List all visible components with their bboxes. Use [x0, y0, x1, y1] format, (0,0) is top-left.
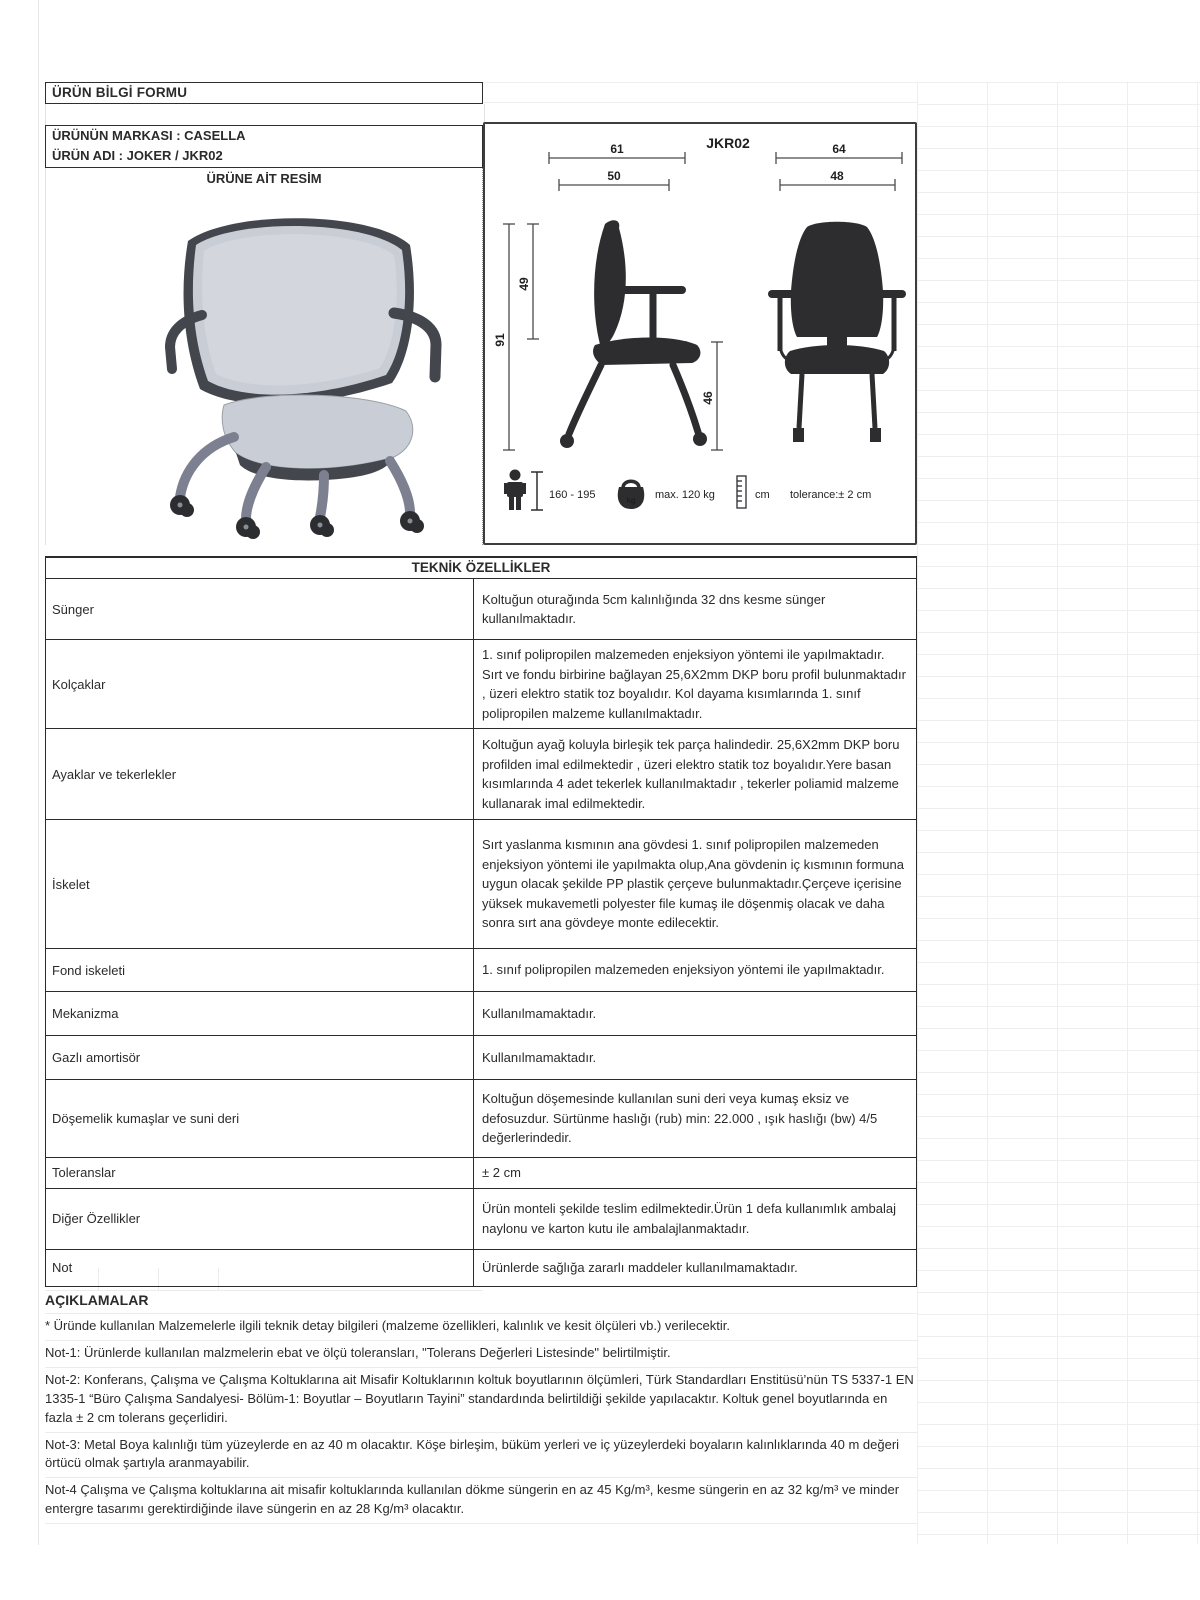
- spec-label: Kolçaklar: [46, 640, 474, 728]
- kg-glyph: kg: [626, 496, 636, 505]
- notes-header: AÇIKLAMALAR: [45, 1288, 917, 1314]
- spec-label: Döşemelik kumaşlar ve suni deri: [46, 1080, 474, 1157]
- technical-drawing-box: [483, 122, 917, 545]
- table-row: [46, 729, 916, 820]
- spec-value: Ürün monteli şekilde teslim edilmektedir.Ürün 1 defa kullanımlık ambalaj naylonu ve karton kutu ile ambalajlanmaktadır.: [482, 1201, 897, 1236]
- spec-value: Koltuğun ayağ koluyla birleşik tek parça halindedir. 25,6X2mm DKP boru profilden imal edilmektedir , üzeri elektro statik toz boyalıdır.Yere basan kısımlarında 4 adet tekerlek kullanılmaktadır , tekerler poliamid malzeme kullanarak imal edilmektedir.: [482, 737, 900, 811]
- casters: [170, 495, 424, 539]
- spec-value: ± 2 cm: [482, 1165, 521, 1180]
- unit-label: cm: [755, 489, 770, 501]
- product-row: ÜRÜN ADI : JOKER / JKR02: [45, 146, 483, 168]
- backrest-mesh-highlight: [202, 234, 397, 385]
- table-row: [46, 1158, 916, 1189]
- note-item: Not-2: Konferans, Çalışma ve Çalışma Koltuklarına ait Misafir Koltuklarının koltuk boyutlarının ölçümleri, Türk Standardları Enstitüsü’nün TS 5337-1 EN 1335-1 “Büro Çalışma Sandalyesi- Bölüm-1: Boyutlar – Boyutların Tayini” standardında belirtildiği şekilde yapılacaktır. Koltuk genel boyutlarında en fazla ± 2 cm tolerans geçerlidiri.: [45, 1368, 917, 1433]
- person-icon: [504, 470, 526, 511]
- spec-label: Fond iskeleti: [46, 949, 474, 991]
- spec-value: Koltuğun döşemesinde kullanılan suni deri veya kumaş eksiz ve defosuzdur. Sürtünme haslığı (rub) min: 22.000 , ışık haslığı (bw) 4/5 değerlerindedir.: [482, 1091, 878, 1146]
- brand-row: ÜRÜNÜN MARKASI : CASELLA: [45, 125, 483, 147]
- spec-label: Sünger: [46, 579, 474, 639]
- chair-side-view: [560, 220, 707, 448]
- spec-value: Sırt yaslanma kısmının ana gövdesi 1. sınıf polipropilen malzemeden enjeksiyon yöntemi ile yapılmakta olup,Ana gövdenin iç kısmının formuna uygun olacak şekilde PP plastik çerçeve bulunmaktadır.Çerçeve içerisine yüksek mukavemetli polyester file kumaş ile döşenmiş olacak ve daha sonra sırt ana gövdeye monte edilecektir.: [482, 837, 904, 931]
- spec-value: Kullanılmamaktadır.: [482, 1005, 597, 1021]
- spec-value: Koltuğun oturağında 5cm kalınlığında 32 dns kesme sünger kullanılmaktadır.: [482, 591, 826, 626]
- dim-seat-height: 46: [701, 391, 715, 405]
- specs-table: [45, 556, 917, 1287]
- product-photo-region: [45, 168, 483, 545]
- dim-side-outer-width: 61: [610, 142, 624, 156]
- spec-label: Toleranslar: [46, 1158, 474, 1188]
- table-row: [46, 1080, 916, 1158]
- weight-icon: [618, 481, 645, 509]
- spreadsheet-grid-right: [917, 82, 1200, 1544]
- spec-label: Mekanizma: [46, 992, 474, 1035]
- spec-label: İskelet: [46, 820, 474, 948]
- spec-label: Ayaklar ve tekerlekler: [46, 729, 474, 819]
- dim-backrest-height: 49: [517, 277, 531, 291]
- note-item: Not-4 Çalışma ve Çalışma koltuklarına ait misafir koltuklarında kullanılan dökme süngerin en az 45 Kg/m³, kesme süngerin en az 32 kg/m³ ve minder entergre tasarımı gerektirdiğinde ilave süngerin en az 28 Kg/m³ olacaktır.: [45, 1478, 917, 1524]
- chair-back-view: [772, 222, 902, 442]
- spreadsheet-grid-top: [483, 82, 917, 123]
- note-item: * Üründe kullanılan Malzemelerle ilgili teknik detay bilgileri (malzeme özellikleri, kalınlık ve kesit ölçüleri vb.) verilecektir.: [45, 1314, 917, 1341]
- notes-section: [45, 1288, 917, 1524]
- product-photo: [138, 193, 458, 545]
- table-row: [46, 1250, 916, 1286]
- dim-back-inner-width: 48: [830, 169, 844, 183]
- note-item: Not-3: Metal Boya kalınlığı tüm yüzeylerde en az 40 m olacaktır. Köşe birleşim, büküm yerleri ve iç yüzeylerdeki boyaların kalınlıklarında 40 m değeri örtücü olmak şartıyla aranmayabilir.: [45, 1433, 917, 1479]
- spec-label: Diğer Özellikler: [46, 1189, 474, 1249]
- table-row: [46, 579, 916, 640]
- spec-value: 1. sınıf polipropilen malzemeden enjeksiyon yöntemi ile yapılmaktadır.: [482, 962, 885, 978]
- note-item: Not-1: Ürünlerde kullanılan malzmelerin ebat ve ölçü toleransları, "Tolerans Değerleri Listesinde" belirtilmiştir.: [45, 1341, 917, 1368]
- table-row: [46, 992, 916, 1036]
- dim-side-inner-width: 50: [607, 169, 621, 183]
- image-caption: ÜRÜNE AİT RESİM: [206, 171, 322, 186]
- max-weight-label: max. 120 kg: [655, 489, 715, 501]
- empty-grid-row: [45, 104, 485, 126]
- model-label: JKR02: [706, 135, 750, 151]
- sheet-left-edge-line: [38, 0, 39, 1545]
- table-row: [46, 949, 916, 992]
- spec-label: Not: [46, 1250, 474, 1286]
- table-row: [46, 820, 916, 949]
- technical-drawing: [485, 124, 915, 543]
- table-row: [46, 1036, 916, 1080]
- spec-label: Gazlı amortisör: [46, 1036, 474, 1079]
- page-title: ÜRÜN BİLGİ FORMU: [45, 82, 483, 104]
- height-measure-line: [531, 472, 543, 510]
- spec-value: Ürünlerde sağlığa zararlı maddeler kullanılmamaktadır.: [482, 1259, 798, 1275]
- table-row: [46, 640, 916, 729]
- table-row: [46, 1189, 916, 1250]
- dimension-lines-top: [549, 152, 902, 191]
- ruler-icon: [737, 476, 746, 508]
- tolerance-label: tolerance:± 2 cm: [790, 489, 872, 501]
- height-range-label: 160 - 195: [549, 489, 596, 501]
- dim-back-outer-width: 64: [832, 142, 846, 156]
- spec-value: 1. sınıf polipropilen malzemeden enjeksiyon yöntemi ile yapılmaktadır. Sırt ve fondu birbirine bağlayan 25,6X2mm DKP boru profil bulunmaktadır , üzeri elektro statik toz boyalıdır. Kol dayama kısımlarında 1. sınıf polipropilen malzeme kullanılmaktadır.: [482, 647, 906, 721]
- specs-header: TEKNİK ÖZELLİKLER: [46, 558, 916, 579]
- seat-cushion: [222, 395, 413, 469]
- dim-overall-height: 91: [493, 333, 507, 347]
- spec-value: Kullanılmamaktadır.: [482, 1049, 597, 1065]
